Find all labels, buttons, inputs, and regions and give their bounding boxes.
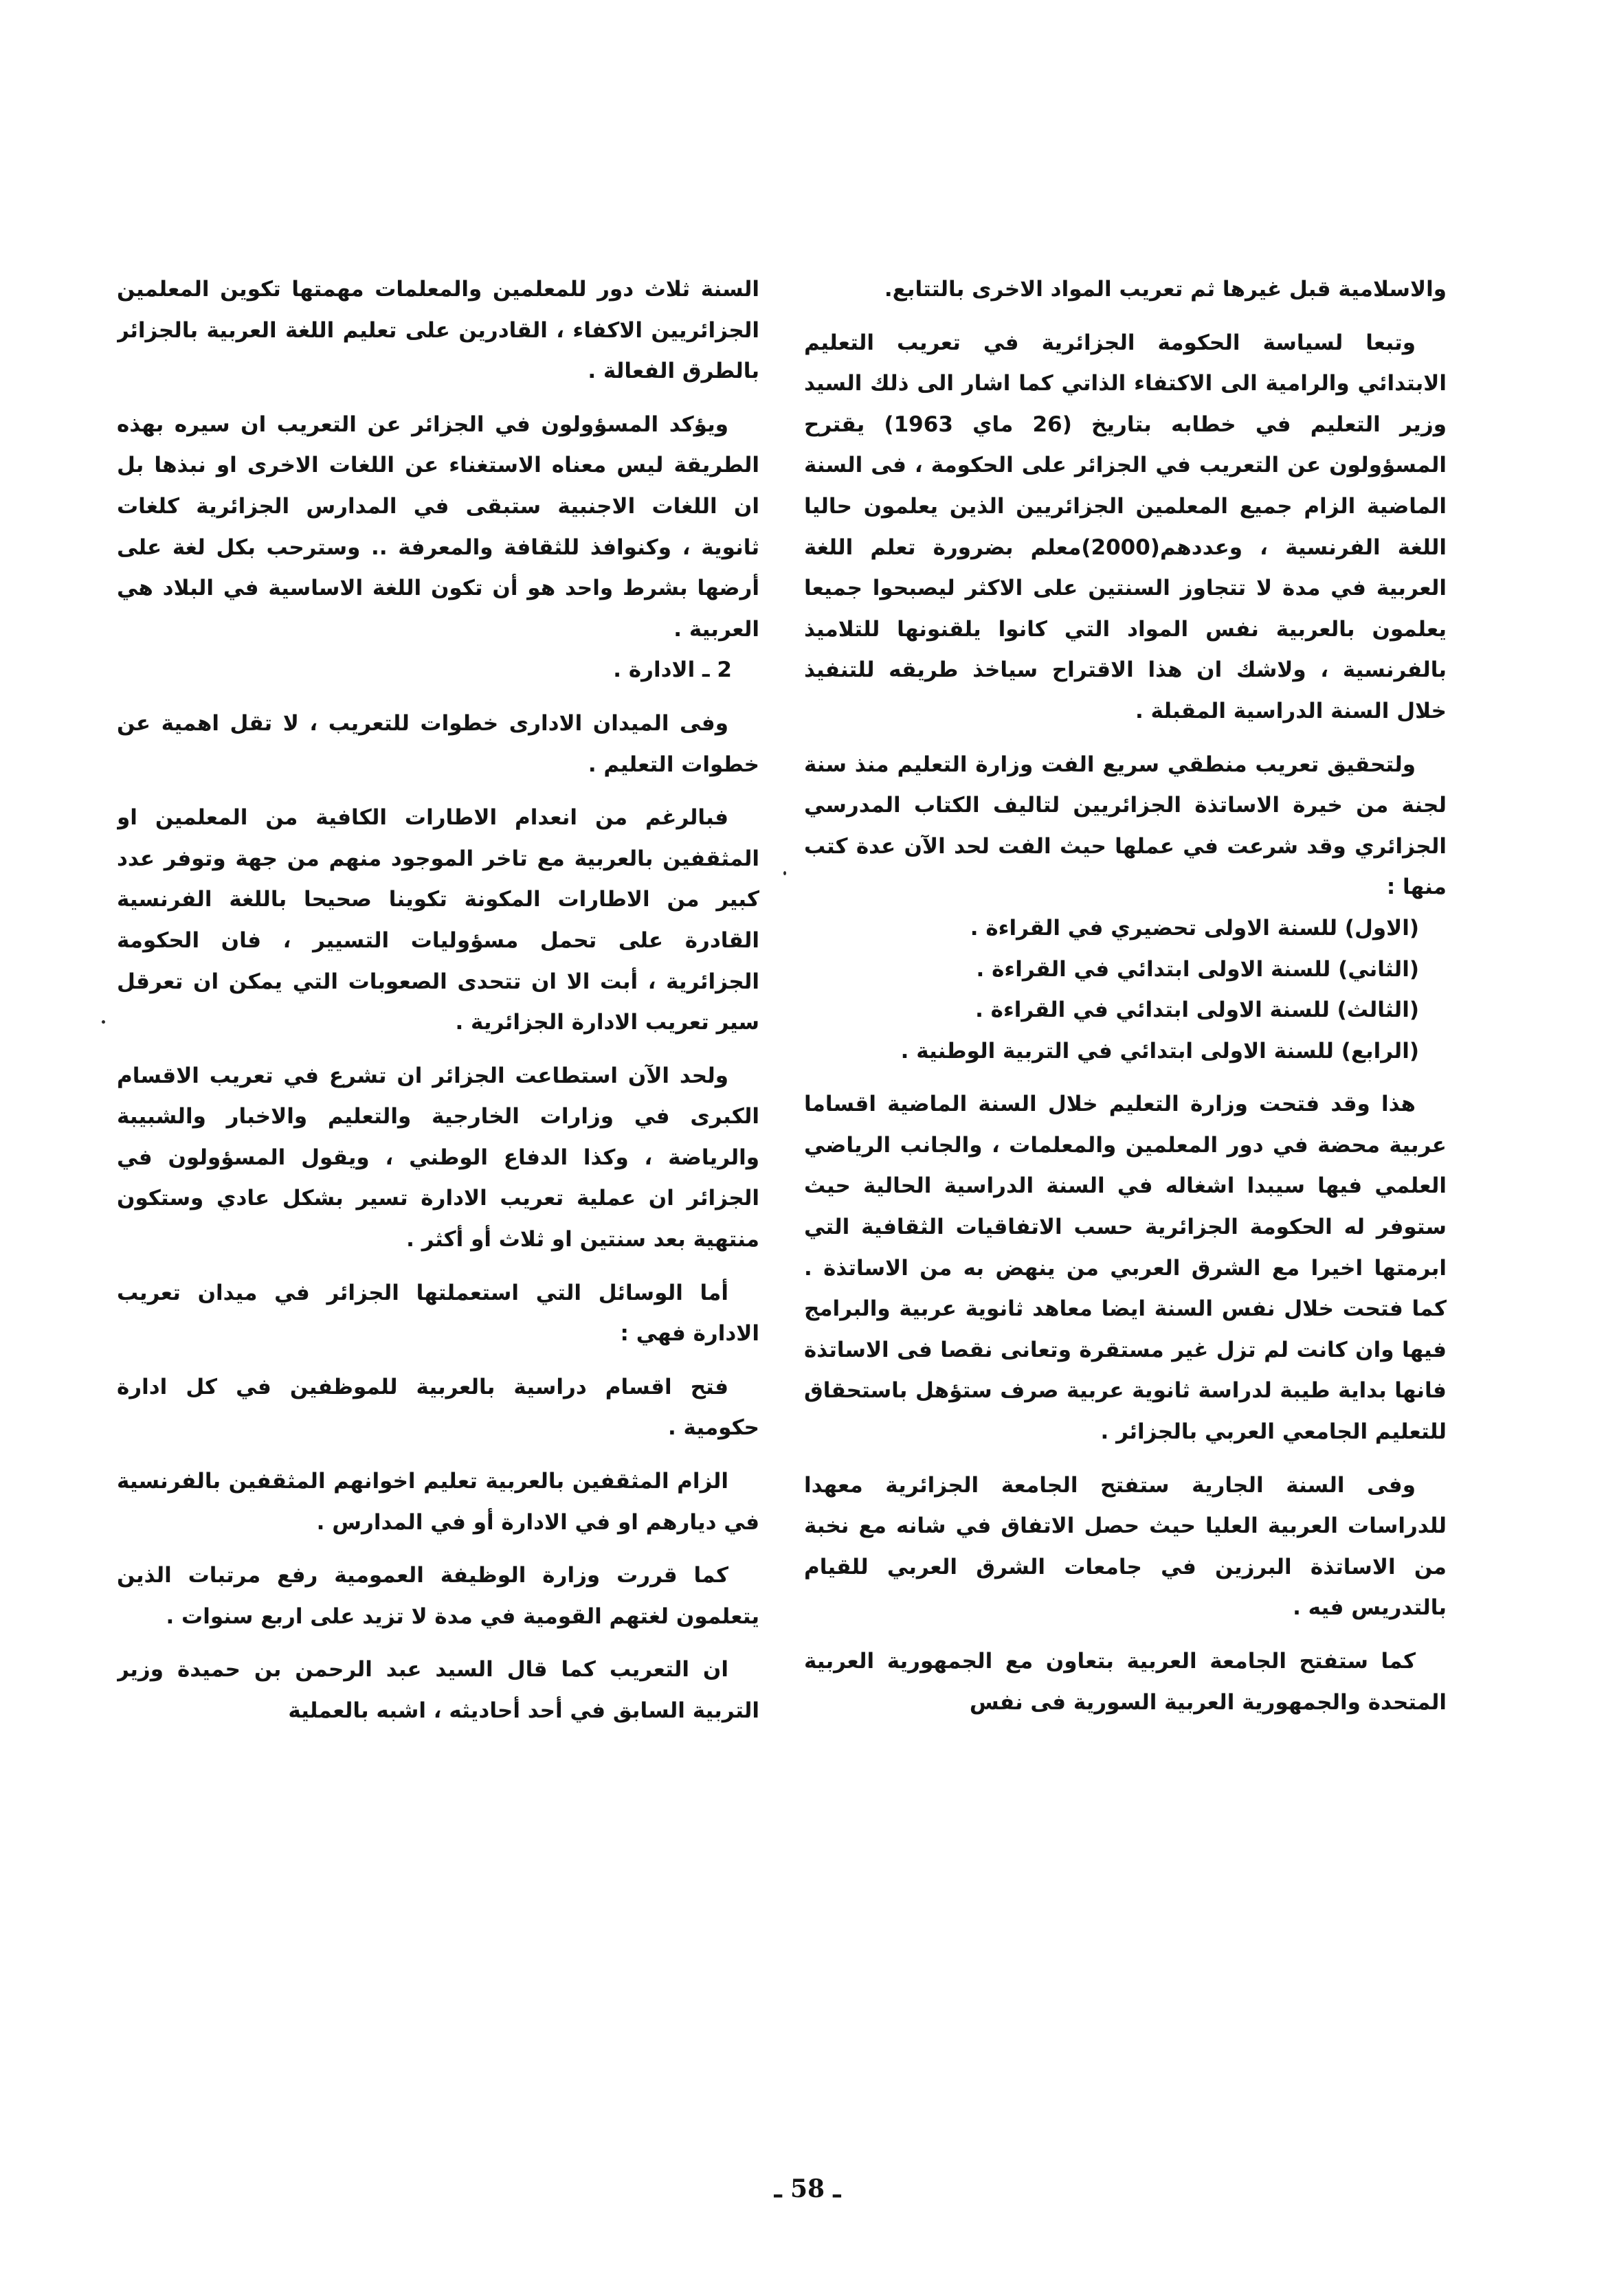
paragraph-arab-league: كما ستفتح الجامعة العربية بتعاون مع الجمهورية العربية المتحدة والجمهورية العربية السورية فى نفس — [804, 1649, 1447, 1715]
list-item-book-3: (الثالث) للسنة الاولى ابتدائي في القراءة . — [975, 998, 1419, 1023]
paragraph-arabization-policy: وتبعا لسياسة الحكومة الجزائرية في تعريب التعليم الابتدائي والرامية الى الاكتفاء الذاتي كما اشار الى ذلك السيد وزير التعليم في خطابه بتاريخ (26 ماي 1963) يقترح المسؤولون عن التعريب في الجزائر على الحكومة ، فى السنة الماضية الزام جميع المعلمين الجزائريين الذين يعلمون حاليا اللغة الفرنسية ، وعددهم(2000)معلم بضرورة تعلم اللغة العربية في مدة لا تتجاوز السنتين على الاكثر ليصبحوا جميعا يعلمون بالعربية نفس المواد التي كانوا يلقنونها للتلاميذ بالفرنسية ، ولاشك ان هذا الاقتراح سياخذ طريقه للتنفيذ خلال السنة الدراسية المقبلة . — [804, 330, 1447, 723]
scan-speck — [102, 1020, 105, 1024]
list-item-book-4: (الرابع) للسنة الاولى ابتدائي في التربية الوطنية . — [900, 1038, 1419, 1063]
paragraph-foreign-languages: ويؤكد المسؤولون في الجزائر عن التعريب ان سيره بهذه الطريقة ليس معناه الاستغناء عن اللغات الاخرى او نبذها بل ان اللغات الاجنبية ستبقى في المدارس الجزائرية كلغات ثانوية ، وكنوافذ للثقافة والمعرفة .. وسترحب بكل لغة على أرضها بشرط واحد هو أن تكون اللغة الاساسية في البلاد هي العربية . — [117, 412, 759, 642]
paragraph-ministries: ولحد الآن استطاعت الجزائر ان تشرع في تعريب الاقسام الكبرى في وزارات الخارجية والتعليم والاخبار والشبيبة والرياضة ، وكذا الدفاع الوطني ، ويقول المسؤولون في الجزائر ان عملية تعريب الادارة تسير بشكل عادي وستكون منتهية بعد سنتين او ثلاث أو أكثر . — [117, 1063, 759, 1252]
paragraph-teacher-houses: السنة ثلاث دور للمعلمين والمعلمات مهمتها تكوين المعلمين الجزائريين الاكفاء ، القادرين على تعليم اللغة العربية بالجزائر بالطرق الفعالة . — [117, 277, 759, 384]
section-heading-administration: 2 ـ الادارة . — [613, 657, 732, 683]
scan-speck — [783, 871, 786, 875]
paragraph-cadres-shortage: فبالرغم من انعدام الاطارات الكافية من المعلمين او المثقفين بالعربية مع تاخر الموجود منهم من جهة وتوفر عدد كبير من الاطارات المكونة تكوينا صحيحا باللغة الفرنسية القادرة على تحمل مسؤوليات التسيير ، فان الحكومة الجزائرية ، أبت الا ان تتحدى الصعوبات التي يمكن ان تعرقل سير تعريب الادارة الجزائرية . — [117, 805, 759, 1035]
paragraph-arabic-institute: وفى السنة الجارية ستفتح الجامعة الجزائرية معهدا للدراسات العربية العليا حيث حصل الاتفاق في شانه مع نخبة من الاساتذة البرزين في جامعات الشرق العربي للقيام بالتدريس فيه . — [804, 1472, 1447, 1621]
paragraph-arabic-sections: هذا وقد فتحت وزارة التعليم خلال السنة الماضية اقساما عربية محضة في دور المعلمين والمعلمات ، والجانب الرياضي العلمي فيها سيبدا اشغاله في السنة الدراسية الحالية حيث ستوفر له الحكومة الجزائرية حسب الاتفاقيات الثقافية التي ابرمتها اخيرا مع الشرق العربي من ينهض به من الاساتذة . كما فتحت خلال نفس السنة ايضا معاهد ثانوية عربية والبرامج فيها وان كانت لم تزل غير مستقرة وتعانى نقصا فى الاساتذة فانها بداية طيبة لدراسة ثانوية عربية صرف ستؤهل باستحقاق للتعليم الجامعي العربي بالجزائر . — [804, 1092, 1447, 1445]
list-item-book-2: (الثاني) للسنة الاولى ابتدائي في القراءة . — [976, 956, 1419, 982]
list-item-book-1: (الاول) للسنة الاولى تحضيري في القراءة . — [970, 915, 1419, 941]
paragraph-administration-steps: وفى الميدان الادارى خطوات للتعريب ، لا تقل اهمية عن خطوات التعليم . — [117, 710, 759, 777]
paragraph-means-teaching: الزام المثقفين بالعربية تعليم اخوانهم المثقفين بالفرنسية في ديارهم او في الادارة أو في المدارس . — [117, 1469, 759, 1535]
right-text-column — [804, 269, 1447, 2056]
paragraph-means-intro: أما الوسائل التي استعملتها الجزائر في ميدان تعريب الادارة فهي : — [117, 1280, 759, 1347]
page-number: ـ 58 ـ — [774, 2174, 841, 2203]
paragraph-ben-hamida-quote: ان التعريب كما قال السيد عبد الرحمن بن حميدة وزير التربية السابق في أحد أحاديثه ، اشبه بالعملية — [117, 1657, 759, 1723]
left-text-column — [117, 269, 759, 2056]
paragraph-means-salaries: كما قررت وزارة الوظيفة العمومية رفع مرتبات الذين يتعلمون لغتهم القومية في مدة لا تزيد على اربع سنوات . — [117, 1563, 759, 1629]
paragraph-means-classes: فتح اقسام دراسية بالعربية للموظفين في كل ادارة حكومية . — [117, 1374, 759, 1441]
paragraph-textbook-committee: ولتحقيق تعريب منطقي سريع الفت وزارة التعليم منذ سنة لجنة من خيرة الاساتذة الجزائريين لتاليف الكتاب المدرسي الجزائري وقد شرعت في عملها حيث الفت لحد الآن عدة كتب منها : — [804, 752, 1447, 900]
paragraph-continuation: والاسلامية قبل غيرها ثم تعريب المواد الاخرى بالتتابع. — [884, 277, 1447, 302]
